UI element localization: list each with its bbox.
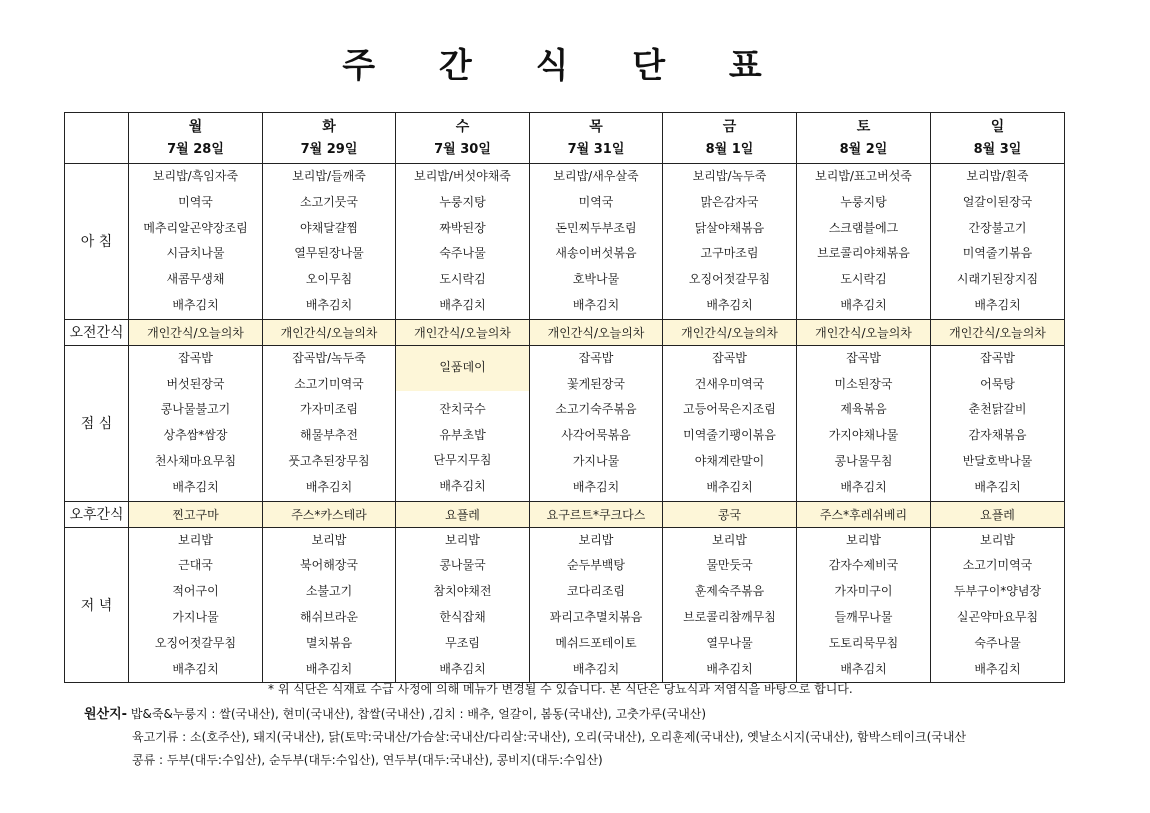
- menu-item: 보리밥: [578, 532, 614, 547]
- afternoon_snack-cell: [530, 501, 663, 527]
- menu-item: 미역줄기볶음: [962, 246, 1033, 261]
- day-header: [797, 113, 931, 164]
- dinner-cell: [263, 527, 396, 683]
- afternoon-snack-row: [65, 501, 1065, 527]
- day-header: [263, 113, 396, 164]
- menu-item: 소고기뭇국: [300, 194, 358, 209]
- menu-item: 배추김치: [305, 661, 353, 676]
- lunch-cell: [663, 345, 797, 501]
- menu-item: 보리밥: [445, 532, 480, 547]
- menu-item: 잡곡밥: [980, 350, 1015, 365]
- menu-note: * 위 식단은 식재료 수급 사정에 의해 메뉴가 변경될 수 있습니다. 본 식단은 당뇨식과 저염식을 바탕으로 합니다.: [268, 682, 853, 696]
- menu-item: 배추김치: [172, 479, 219, 494]
- dinner-cell: [396, 527, 530, 683]
- day-name: 금: [722, 119, 737, 135]
- menu-item: 버섯된장국: [166, 376, 225, 391]
- menu-item: 꽃게된장국: [567, 376, 625, 391]
- origin-line-3: 콩류 : 두부(대두:수입산), 순두부(대두:수입산), 연두부(대두:국내산), 콩비지(대두:수입산): [132, 753, 603, 767]
- snack-item: 요플레: [445, 507, 480, 522]
- menu-item: 메쉬드포테이토: [555, 635, 637, 650]
- menu-item: 도시락김: [439, 272, 486, 287]
- lunch-cell: [129, 345, 263, 501]
- menu-item: 시래기된장지짐: [956, 272, 1039, 287]
- lunch-row: [65, 345, 1065, 501]
- menu-item: 누룽지탕: [840, 194, 887, 209]
- morning_snack-cell: [129, 319, 263, 345]
- day-date: 7월 31일: [567, 142, 625, 157]
- origin-label: 원산지-: [84, 707, 128, 722]
- dinner-cell: [530, 527, 663, 683]
- menu-item: 닭살야채볶음: [694, 220, 765, 235]
- menu-item: 배추김치: [974, 661, 1021, 676]
- afternoon_snack-cell: [931, 501, 1065, 527]
- menu-item: 콩나물무침: [834, 453, 893, 468]
- morning-snack-row: [65, 319, 1065, 345]
- menu-item: 보리밥: [712, 532, 747, 547]
- snack-item: 개인간식/오늘의차: [147, 325, 244, 340]
- menu-item: 콩나물국: [439, 558, 486, 573]
- menu-item: 숙주나물: [974, 635, 1021, 650]
- menu-item: 가지나물: [172, 609, 219, 624]
- day-date: 8월 2일: [839, 142, 888, 157]
- menu-item: 들깨무나물: [834, 609, 893, 624]
- menu-item: 잡곡밥: [712, 350, 747, 365]
- menu-item: 오징어젓갈무침: [154, 635, 237, 650]
- menu-item: 보리밥/표고버섯죽: [815, 169, 912, 183]
- menu-item: 배추김치: [305, 479, 353, 494]
- menu-item: 미역국: [178, 194, 213, 209]
- menu-item: 잡곡밥: [846, 350, 881, 365]
- day-header: [396, 113, 530, 164]
- menu-item: 보리밥/새우살죽: [553, 169, 639, 183]
- snack-item: 요구르트*쿠크다스: [546, 507, 646, 522]
- special-day-badge: 일품데이: [396, 346, 529, 391]
- menu-item: 소고기숙주볶음: [555, 402, 637, 417]
- menu-item: 소고기미역국: [294, 376, 364, 391]
- menu-item: 가지나물: [572, 453, 620, 468]
- menu-item: 순두부백탕: [567, 558, 625, 573]
- menu-item: 코다리조림: [567, 584, 625, 599]
- corner-cell: [65, 113, 129, 164]
- menu-item: 제육볶음: [840, 402, 887, 417]
- menu-item: 보리밥: [311, 532, 347, 547]
- day-date: 8월 1일: [705, 142, 754, 157]
- dinner-cell: [931, 527, 1065, 683]
- menu-item: 배추김치: [572, 297, 620, 312]
- menu-item: 천사채마요무침: [154, 453, 237, 468]
- menu-item: 춘천닭갈비: [968, 402, 1027, 417]
- menu-item: 소불고기: [305, 584, 353, 599]
- menu-item: 무조림: [445, 635, 480, 650]
- morning_snack-cell: [530, 319, 663, 345]
- menu-item: 훈제숙주볶음: [694, 584, 765, 599]
- menu-item: 건새우미역국: [694, 376, 765, 391]
- menu-item: 누룽지탕: [439, 194, 486, 209]
- dinner-cell: [663, 527, 797, 683]
- page-title: 주 간 식 단 표: [342, 46, 788, 86]
- day-header: [931, 113, 1065, 164]
- menu-item: 오징어젓갈무침: [688, 272, 771, 287]
- menu-item: 꽈리고추멸치볶음: [549, 609, 643, 624]
- day-name: 일: [990, 119, 1005, 135]
- dinner-cell: [129, 527, 263, 683]
- menu-item: 고구마조림: [700, 246, 759, 261]
- day-date: 8월 3일: [973, 142, 1022, 157]
- morning_snack-cell: [396, 319, 530, 345]
- menu-item: 보리밥/흑임자죽: [152, 169, 239, 183]
- menu-item: 맑은감자국: [700, 194, 759, 209]
- menu-item: 숙주나물: [439, 246, 486, 261]
- menu-item: 배추김치: [305, 297, 353, 312]
- breakfast-cell: [931, 164, 1065, 320]
- menu-item: 간장불고기: [968, 220, 1027, 235]
- menu-item: 보리밥/들깨죽: [292, 169, 366, 183]
- afternoon-snack-label: 오후간식: [65, 501, 129, 527]
- menu-item: 배추김치: [706, 479, 753, 494]
- menu-item: 열무나물: [706, 635, 753, 650]
- day-name: 화: [322, 119, 336, 135]
- menu-item: 적어구이: [172, 584, 219, 599]
- menu-item: 잡곡밥/녹두죽: [292, 350, 366, 365]
- menu-item: 보리밥: [178, 532, 213, 547]
- lunch-label: 점 심: [65, 345, 129, 501]
- menu-item: 한식잡채: [439, 609, 486, 624]
- day-header: [530, 113, 663, 164]
- day-date: 7월 29일: [300, 142, 358, 157]
- menu-item: 가자미조림: [300, 402, 358, 417]
- menu-item: 새콤무생채: [166, 272, 225, 287]
- day-header: [129, 113, 263, 164]
- morning_snack-cell: [931, 319, 1065, 345]
- day-name: 수: [455, 119, 470, 135]
- menu-item: 보리밥: [980, 532, 1015, 547]
- origin-rice: 밥&죽&누룽지 : 쌀(국내산), 현미(국내산), 찹쌀(국내산) ,김치 : 배추, 얼갈이, 봄동(국내산), 고춧가루(국내산): [130, 707, 707, 721]
- afternoon_snack-cell: [129, 501, 263, 527]
- menu-item: 해쉬브라운: [300, 609, 358, 624]
- menu-item: 참치야채전: [433, 584, 492, 599]
- afternoon_snack-cell: [396, 501, 530, 527]
- menu-item: 시금치나물: [166, 246, 225, 261]
- menu-item: 배추김치: [840, 297, 887, 312]
- snack-item: 개인간식/오늘의차: [280, 325, 378, 340]
- menu-item: 야채계란말이: [694, 453, 765, 468]
- menu-item: 배추김치: [172, 661, 219, 676]
- menu-item: 브로콜리참깨무침: [683, 609, 776, 624]
- lunch-cell: [530, 345, 663, 501]
- lunch-cell: [263, 345, 396, 501]
- menu-item: 보리밥: [846, 532, 881, 547]
- menu-item: 호박나물: [572, 272, 620, 287]
- dinner-cell: [797, 527, 931, 683]
- snack-item: 콩국: [717, 507, 742, 522]
- morning-snack-label: 오전간식: [65, 319, 129, 345]
- menu-item: 가자미구이: [834, 584, 893, 599]
- menu-item: 짜박된장: [439, 220, 486, 235]
- menu-item: 배추김치: [706, 297, 753, 312]
- menu-item: 감자채볶음: [968, 428, 1027, 443]
- dinner-row: [65, 527, 1065, 683]
- day-name: 목: [589, 119, 603, 135]
- snack-item: 요플레: [980, 507, 1015, 522]
- day-header: [663, 113, 797, 164]
- breakfast-label: 아 침: [65, 164, 129, 320]
- menu-item: 보리밥/녹두죽: [692, 169, 767, 183]
- menu-item: 풋고추된장무침: [288, 453, 370, 468]
- menu-item: 잡곡밥: [578, 350, 614, 365]
- menu-item: 미역국: [578, 194, 614, 209]
- breakfast-cell: [263, 164, 396, 320]
- menu-item: 스크램블에그: [828, 220, 899, 235]
- breakfast-row: [65, 164, 1065, 320]
- menu-item: 돈민찌두부조림: [555, 220, 637, 235]
- menu-item: 미소된장국: [834, 376, 893, 391]
- breakfast-cell: [396, 164, 530, 320]
- menu-item: 야채달걀찜: [300, 220, 358, 235]
- menu-item: 상추쌈*쌈장: [163, 428, 228, 443]
- menu-item: 배추김치: [439, 661, 486, 676]
- menu-item: 잔치국수: [439, 401, 486, 416]
- snack-item: 주스*후레쉬베리: [819, 507, 908, 522]
- header-row: [65, 113, 1065, 164]
- morning_snack-cell: [263, 319, 396, 345]
- menu-item: 물만둣국: [706, 558, 753, 573]
- snack-item: 주스*카스테라: [291, 507, 367, 522]
- day-name: 월: [188, 119, 203, 135]
- afternoon_snack-cell: [663, 501, 797, 527]
- menu-item: 도토리묵무침: [828, 635, 899, 650]
- day-date: 7월 28일: [167, 142, 224, 157]
- day-date: 7월 30일: [434, 142, 491, 157]
- menu-item: 배추김치: [572, 479, 620, 494]
- breakfast-cell: [797, 164, 931, 320]
- menu-item: 근대국: [178, 558, 213, 573]
- day-name: 토: [856, 119, 871, 135]
- menu-item: 미역줄기팽이볶음: [683, 428, 776, 443]
- snack-item: 찐고구마: [172, 507, 219, 522]
- menu-item: 배추김치: [840, 661, 887, 676]
- menu-item: 고등어묵은지조림: [683, 402, 776, 417]
- menu-item: 배추김치: [974, 297, 1021, 312]
- menu-item: 배추김치: [974, 479, 1021, 494]
- menu-item: 해물부추전: [300, 428, 358, 443]
- snack-item: 개인간식/오늘의차: [414, 325, 511, 340]
- menu-item: 두부구이*양념장: [953, 584, 1042, 599]
- menu-item: 감자수제비국: [828, 558, 899, 573]
- dinner-label: 저 녁: [65, 527, 129, 683]
- breakfast-cell: [129, 164, 263, 320]
- menu-item: 소고기미역국: [962, 558, 1033, 573]
- menu-item: 배추김치: [572, 661, 620, 676]
- menu-item: 사각어묵볶음: [561, 428, 631, 443]
- menu-item: 배추김치: [840, 479, 887, 494]
- menu-item: 북어해장국: [300, 558, 358, 573]
- menu-item: 실곤약마요무침: [956, 609, 1039, 624]
- menu-item: 배추김치: [439, 479, 486, 494]
- lunch-cell: [797, 345, 931, 501]
- breakfast-cell: [663, 164, 797, 320]
- origin-info: [84, 703, 1074, 772]
- menu-item: 가지야채나물: [828, 428, 899, 443]
- menu-item: 멸치볶음: [305, 635, 353, 650]
- menu-item: 단무지무침: [433, 453, 492, 468]
- morning_snack-cell: [663, 319, 797, 345]
- breakfast-cell: [530, 164, 663, 320]
- snack-item: 개인간식/오늘의차: [949, 325, 1046, 340]
- menu-item: 잡곡밥: [178, 350, 213, 365]
- afternoon_snack-cell: [797, 501, 931, 527]
- menu-item: 도시락김: [840, 272, 887, 287]
- menu-item: 보리밥/버섯야채죽: [414, 169, 511, 183]
- origin-line-1: [84, 703, 1074, 726]
- menu-item: 열무된장나물: [294, 246, 364, 261]
- menu-item: 보리밥/흰죽: [966, 169, 1029, 183]
- menu-item: 메추리알곤약장조림: [143, 220, 248, 235]
- menu-item: 반달호박나물: [962, 453, 1033, 468]
- menu-item: 배추김치: [172, 297, 219, 312]
- menu-item: 얼갈이된장국: [962, 194, 1033, 209]
- menu-item: 유부초밥: [439, 427, 486, 442]
- menu-item: 브로콜리야채볶음: [817, 246, 910, 261]
- snack-item: 개인간식/오늘의차: [547, 325, 645, 340]
- afternoon_snack-cell: [263, 501, 396, 527]
- lunch-cell: [396, 345, 530, 501]
- menu-item: 콩나물불고기: [160, 402, 231, 417]
- snack-item: 개인간식/오늘의차: [681, 325, 778, 340]
- weekly-menu-table: [64, 112, 1065, 683]
- snack-item: 개인간식/오늘의차: [815, 325, 912, 340]
- menu-item: 어묵탕: [980, 376, 1015, 391]
- morning_snack-cell: [797, 319, 931, 345]
- menu-item: 배추김치: [439, 297, 486, 312]
- menu-item: 배추김치: [706, 661, 753, 676]
- lunch-cell: [931, 345, 1065, 501]
- menu-item: 새송이버섯볶음: [555, 246, 637, 261]
- menu-item: 오이무침: [305, 272, 353, 287]
- origin-line-2: 육고기류 : 소(호주산), 돼지(국내산), 닭(토막:국내산/가슴살:국내산/다리살:국내산), 오리(국내산), 오리훈제(국내산), 옛날소시지(국내산), 함박스테이크(국내산: [132, 730, 967, 744]
